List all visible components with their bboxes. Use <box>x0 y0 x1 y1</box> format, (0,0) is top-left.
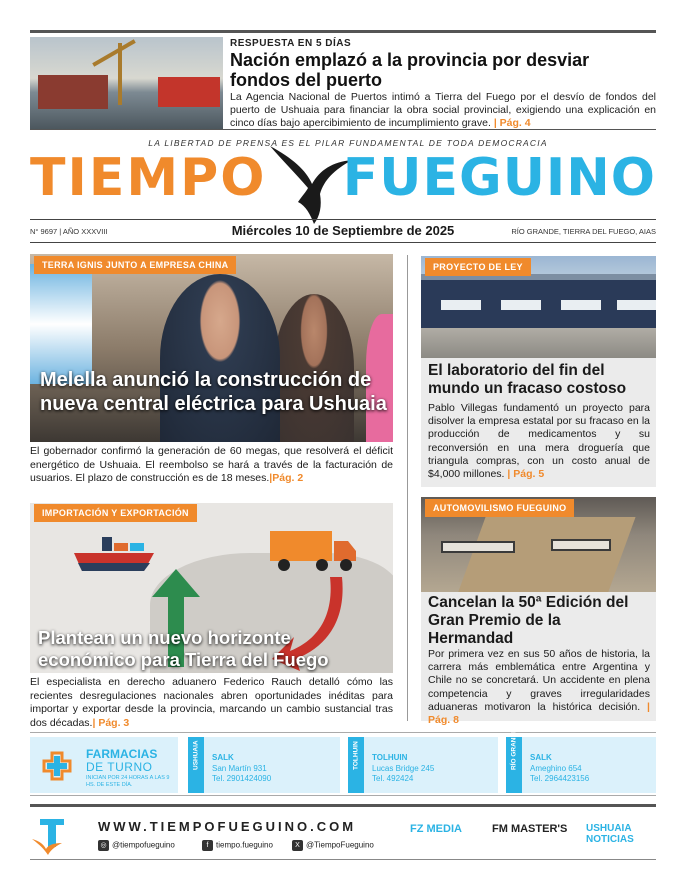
column-divider <box>407 255 408 721</box>
page-reference[interactable]: | Pág. 5 <box>507 468 545 481</box>
story-car-headline[interactable]: Cancelan la 50ª Edición del Gran Premio de la Hermandad <box>428 594 629 647</box>
pharmacy-card[interactable] <box>506 728 656 793</box>
pharmacy-city: TOLHUIN <box>352 741 360 770</box>
story-two-tag: IMPORTACIÓN Y EXPORTACIÓN <box>34 504 197 522</box>
partner-fm-masters[interactable]: FM MASTER'S <box>492 823 568 835</box>
page-reference[interactable]: | Pág. 3 <box>92 716 130 729</box>
story-lab-headline[interactable]: El laboratorio del fin del mundo un fracaso costoso <box>428 362 627 397</box>
motto: LA LIBERTAD DE PRENSA ES EL PILAR FUNDAMENTAL DE TODA DEMOCRACIA <box>148 138 548 148</box>
tf-logo-icon <box>32 817 66 855</box>
top-story-kicker: RESPUESTA EN 5 DÍAS <box>230 38 352 49</box>
pharmacy-cross-icon <box>42 751 72 781</box>
story-two-body: El especialista en derecho aduanero Federico Rauch detalló cómo las recientes desregulaciones nacionales abren oportunidades inéditas para importar y exportar desde la provincia, marcando un cambio sustancial tras dos décadas.| Pág. 3 <box>30 676 393 729</box>
pharmacy-name: SALK <box>212 753 234 762</box>
pharmacy-address: Lucas Bridge 245 <box>372 764 435 773</box>
pharmacy-address: San Martín 931 <box>212 764 267 773</box>
pharmacy-name: TOLHUIN <box>372 753 408 762</box>
pharmacy-address: Ameghino 654 <box>530 764 582 773</box>
pharmacies-section <box>30 728 656 796</box>
page-reference[interactable]: |Pág. 2 <box>269 472 304 484</box>
partner-ushuaia-noticias[interactable]: USHUAIA NOTICIAS <box>586 823 634 845</box>
x-link[interactable]: X @TiempoFueguino <box>292 840 374 851</box>
pharmacy-card[interactable] <box>348 737 498 793</box>
pharmacies-title: FARMACIAS DE TURNO INICIAN POR 24 HORAS A LAS 9 HS. DE ESTE DÍA. <box>30 737 178 793</box>
instagram-icon: ◎ <box>98 840 109 851</box>
footer <box>30 804 656 860</box>
pharmacy-phone[interactable]: Tel. 492424 <box>372 774 414 783</box>
story-main-photo[interactable] <box>30 254 393 442</box>
truck-icon <box>268 527 358 573</box>
story-two-headline[interactable]: Plantean un nuevo horizonte económico para Tierra del Fuego <box>38 627 329 670</box>
instagram-link[interactable]: ◎ @tiempofueguino <box>98 840 175 851</box>
story-lab-body: Pablo Villegas fundamentó un proyecto para disolver la empresa estatal por su fracaso en la producción de medicamentos y su reconversión en una mera droguería que triangula compras, con un costo anual de $4,000 millones. | Pág. 5 <box>428 402 650 481</box>
pharmacy-name: SALK <box>530 753 552 762</box>
dateline <box>30 219 656 243</box>
story-car-tag: AUTOMOVILISMO FUEGUINO <box>425 499 574 517</box>
x-icon: X <box>292 840 303 851</box>
story-car-body: Por primera vez en sus 50 años de historia, la carrera más emblemática entre Argentina y Chile no se concretará. Un accidente en plena competencia y graves irregularidades aduaneras motivaron la histórica decisión. | Pág. 8 <box>428 648 650 727</box>
edition-date: Miércoles 10 de Septiembre de 2025 <box>231 223 455 238</box>
edition-place: RÍO GRANDE, TIERRA DEL FUEGO, AIAS <box>511 227 656 236</box>
facebook-icon: f <box>202 840 213 851</box>
pharmacy-phone[interactable]: Tel. 2964423156 <box>530 774 590 783</box>
top-story-headline[interactable]: Nación emplazó a la provincia por desviar fondos del puerto <box>230 50 590 90</box>
partner-fz-media[interactable]: FZ MEDIA <box>410 823 462 835</box>
top-story-body: La Agencia Nacional de Puertos intimó a Tierra del Fuego por el desvío de fondos del puerto de Ushuaia para financiar la obra social provincial, exigiendo una explicación en cinco días bajo apercibimiento de incumplimiento grave. | Pág. 4 <box>230 91 656 129</box>
pharmacy-city: RÍO GRANDE <box>510 728 518 770</box>
site-url-link[interactable]: WWW.TIEMPOFUEGUINO.COM <box>98 819 357 834</box>
facebook-link[interactable]: f tiempo.fueguino <box>202 840 273 851</box>
story-main-headline[interactable]: Melella anunció la construcción de nueva central eléctrica para Ushuaia <box>40 369 387 415</box>
pharmacy-card[interactable] <box>188 737 340 793</box>
story-main-tag: TERRA IGNIS JUNTO A EMPRESA CHINA <box>34 256 236 274</box>
story-two-graphic[interactable] <box>30 503 393 673</box>
masthead-name-right: FUEGUINO <box>342 148 656 208</box>
page-reference[interactable]: | Pág. 8 <box>428 700 650 727</box>
masthead-name-left: TIEMPO <box>30 148 267 208</box>
pharmacy-city: USHUAIA <box>192 740 200 770</box>
port-photo <box>30 37 223 129</box>
pharmacy-phone[interactable]: Tel. 2901424090 <box>212 774 272 783</box>
top-story[interactable] <box>30 30 656 130</box>
cargo-ship-icon <box>72 533 156 577</box>
page-reference[interactable]: | Pág. 4 <box>493 117 531 129</box>
issue-number: N° 9697 | AÑO XXXVIII <box>30 227 108 236</box>
story-lab-tag: PROYECTO DE LEY <box>425 258 531 276</box>
story-main-body: El gobernador confirmó la generación de 60 megas, que resolverá el déficit energético de Ushuaia. El reembolso se hará a través de la facturación de usuarios. El plazo de construcción es de 18 meses.|Pág. 2 <box>30 445 393 484</box>
